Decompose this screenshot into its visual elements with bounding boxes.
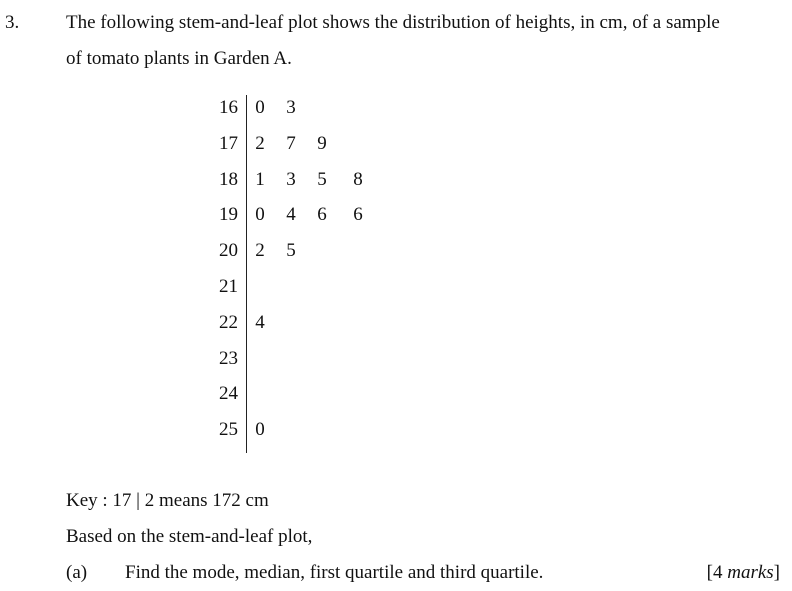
leaf-18-0: 1 <box>255 168 265 190</box>
leaf-19-3: 6 <box>353 204 363 226</box>
leaf-22-0: 4 <box>255 311 265 333</box>
part-a-label: (a) <box>66 562 88 583</box>
stem-19: 19 <box>219 204 238 226</box>
leaf-18-3: 8 <box>353 168 363 190</box>
stem-18: 18 <box>219 168 238 190</box>
leaf-20-0: 2 <box>255 240 265 262</box>
plot-key: Key : 17 | 2 means 172 cm <box>66 490 269 511</box>
part-a-marks <box>707 562 780 584</box>
question-text-line-2: of tomato plants in Garden A. <box>66 48 292 69</box>
question-text-line-1: The following stem-and-leaf plot shows the distribution of heights, in cm, of a sample <box>66 12 720 33</box>
stem-20: 20 <box>219 240 238 262</box>
stem-22: 22 <box>219 311 238 333</box>
stem-16: 16 <box>219 97 238 118</box>
leaf-18-2: 5 <box>317 168 327 190</box>
leaf-19-2: 6 <box>317 204 327 226</box>
marks-word: marks <box>727 562 774 583</box>
question-number: 3. <box>5 12 20 33</box>
marks-prefix: [4 <box>706 562 728 583</box>
stem-25: 25 <box>219 419 238 441</box>
leaf-18-1: 3 <box>286 168 296 190</box>
part-a-question: Find the mode, median, first quartile and third quartile. <box>125 562 544 583</box>
stem-divider-line <box>246 95 247 453</box>
leaf-17-2: 9 <box>317 132 327 154</box>
stem-21: 21 <box>219 276 238 297</box>
leaf-16-0: 0 <box>255 97 265 118</box>
marks-suffix: ] <box>773 562 780 583</box>
leaf-17-1: 7 <box>286 132 296 154</box>
leaf-25-0: 0 <box>255 419 265 441</box>
instruction-text: Based on the stem-and-leaf plot, <box>66 526 313 547</box>
leaf-16-1: 3 <box>286 97 296 118</box>
leaf-20-1: 5 <box>286 240 296 262</box>
leaf-17-0: 2 <box>255 132 265 154</box>
stem-23: 23 <box>219 347 238 369</box>
stem-17: 17 <box>219 132 238 154</box>
leaf-19-1: 4 <box>286 204 296 226</box>
stem-24: 24 <box>219 383 238 405</box>
leaf-19-0: 0 <box>255 204 265 226</box>
